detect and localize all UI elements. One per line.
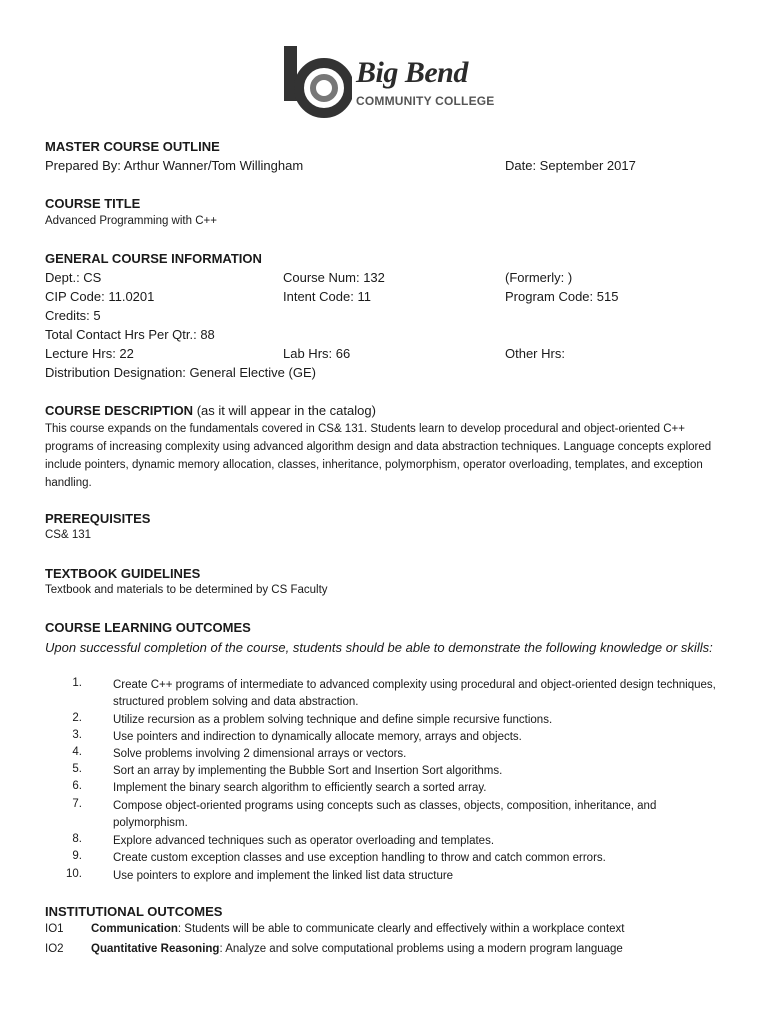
outcome-number: 3.	[72, 729, 82, 741]
college-logo	[282, 44, 495, 124]
distribution-designation: Distribution Designation: General Elective (GE)	[45, 365, 316, 380]
intent-code: Intent Code: 11	[283, 289, 371, 304]
outcome-number: 6.	[72, 780, 82, 792]
logo-name: Big Bend	[356, 56, 468, 89]
outcome-number: 8.	[72, 833, 82, 845]
credits: Credits: 5	[45, 308, 101, 323]
college-logo-mark	[282, 44, 352, 124]
outcome-text: Create custom exception classes and use exception handling to throw and catch common errors.	[113, 852, 606, 864]
outcome-number: 4.	[72, 746, 82, 758]
outcome-text: Compose object-oriented programs using concepts such as classes, objects, composition, inheritance, and polymorphism.	[113, 800, 657, 829]
textbook-heading: TEXTBOOK GUIDELINES	[45, 566, 201, 581]
outcome-text: Utilize recursion as a problem solving technique and define simple recursive functions.	[113, 714, 553, 726]
prepared-by: Prepared By: Arthur Wanner/Tom Willingham	[45, 158, 304, 173]
institutional-outcome	[91, 923, 625, 935]
course-description-heading-line	[45, 403, 376, 418]
institutional-outcomes-heading: INSTITUTIONAL OUTCOMES	[45, 904, 223, 919]
outcome-number: 10.	[66, 868, 82, 880]
document-date: Date: September 2017	[505, 158, 636, 173]
outcome-text: Solve problems involving 2 dimensional arrays or vectors.	[113, 748, 407, 760]
outcome-text: Implement the binary search algorithm to efficiently search a sorted array.	[113, 782, 487, 794]
course-description-text: This course expands on the fundamentals covered in CS& 131. Students learn to develop procedural and object-oriented C++ programs of increasing complexity using advanced algorithm design and data abstraction techniques. Language concepts explored include pointers, dynamic memory allocation, classes, inheritance, polymorphism, operator overloading, templates, and exception handling.	[45, 423, 712, 489]
other-hours: Other Hrs:	[505, 346, 565, 361]
institutional-outcome-text: : Students will be able to communicate clearly and effectively within a workplace context	[177, 923, 625, 935]
outcome-number: 5.	[72, 763, 82, 775]
prerequisites-heading: PREREQUISITES	[45, 511, 151, 526]
outcome-number: 9.	[72, 850, 82, 862]
course-description-heading: COURSE DESCRIPTION	[45, 403, 194, 418]
prerequisites-value: CS& 131	[45, 529, 92, 541]
institutional-outcome-label: Communication	[91, 923, 178, 935]
outcome-number: 2.	[72, 712, 82, 724]
logo-subtitle: COMMUNITY COLLEGE	[356, 94, 495, 108]
institutional-outcome	[91, 943, 623, 955]
cip-code: CIP Code: 11.0201	[45, 289, 155, 304]
institutional-outcome-code: IO2	[45, 943, 64, 955]
outcome-text: Sort an array by implementing the Bubble Sort and Insertion Sort algorithms.	[113, 765, 503, 777]
total-contact-hours: Total Contact Hrs Per Qtr.: 88	[45, 327, 215, 342]
dept: Dept.: CS	[45, 270, 102, 285]
lecture-hours: Lecture Hrs: 22	[45, 346, 134, 361]
lab-hours: Lab Hrs: 66	[283, 346, 351, 361]
institutional-outcome-code: IO1	[45, 923, 64, 935]
outcome-text: Use pointers and indirection to dynamically allocate memory, arrays and objects.	[113, 731, 522, 743]
formerly: (Formerly: )	[505, 270, 573, 285]
course-description-note: (as it will appear in the catalog)	[196, 403, 376, 418]
general-info-heading: GENERAL COURSE INFORMATION	[45, 251, 262, 266]
institutional-outcome-label: Quantitative Reasoning	[91, 943, 220, 955]
outcome-text: Create C++ programs of intermediate to advanced complexity using procedural and object-oriented design techniques, structured problem solving and data abstraction.	[113, 679, 716, 708]
learning-outcomes-intro: Upon successful completion of the course, students should be able to demonstrate the following knowledge or skills:	[45, 640, 713, 655]
textbook-value: Textbook and materials to be determined by CS Faculty	[45, 584, 328, 596]
document-title: MASTER COURSE OUTLINE	[45, 139, 220, 154]
outcome-number: 7.	[72, 798, 82, 810]
institutional-outcome-text: : Analyze and solve computational problems using a modern program language	[219, 943, 623, 955]
outcome-text: Use pointers to explore and implement the linked list data structure	[113, 870, 454, 882]
outcome-text: Explore advanced techniques such as operator overloading and templates.	[113, 835, 495, 847]
learning-outcomes-heading: COURSE LEARNING OUTCOMES	[45, 620, 251, 635]
outcome-number: 1.	[72, 677, 82, 689]
course-title-value: Advanced Programming with C++	[45, 215, 217, 227]
program-code: Program Code: 515	[505, 289, 619, 304]
course-num: Course Num: 132	[283, 270, 385, 285]
course-title-heading: COURSE TITLE	[45, 196, 141, 211]
